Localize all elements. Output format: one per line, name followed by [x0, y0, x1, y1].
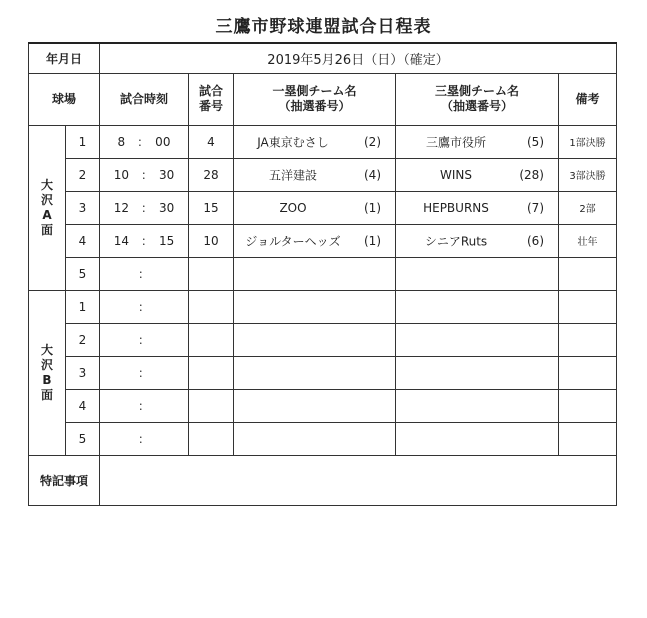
remarks-cell — [559, 323, 617, 356]
team1-cell — [234, 290, 396, 323]
row-no: 3 — [66, 191, 100, 224]
header-team1-line2: （抽選番号） — [278, 99, 351, 113]
match-number — [189, 389, 234, 422]
team1-lottery-number: (4) — [364, 167, 381, 182]
memo-field — [100, 455, 617, 505]
team1-name: 五洋建設 — [268, 168, 317, 182]
match-time: 10 ： 30 — [100, 158, 189, 191]
schedule-table — [28, 42, 617, 506]
page-title: 三鷹市野球連盟試合日程表 — [215, 17, 432, 37]
team1-cell — [234, 191, 396, 224]
venue-a-char: 大 — [40, 177, 53, 192]
remarks-cell: 3部決勝 — [559, 158, 617, 191]
header-team1-line1: 一塁側チーム名 — [272, 84, 357, 98]
team2-lottery-number: (7) — [527, 200, 544, 215]
match-number: 28 — [189, 158, 234, 191]
match-time: ： — [100, 389, 189, 422]
date-row — [29, 43, 617, 73]
date-value: 2019年5月26日（日）（確定） — [100, 43, 617, 73]
header-team2-line2: （抽選番号） — [440, 99, 513, 113]
header-team2-line1: 三塁側チーム名 — [434, 84, 519, 98]
team2-cell — [396, 191, 559, 224]
row-no: 5 — [66, 257, 100, 290]
row-no: 1 — [66, 125, 100, 158]
table-row — [29, 422, 617, 455]
header-row — [29, 73, 617, 125]
venue-b-char: 沢 — [40, 357, 53, 372]
row-no: 5 — [66, 422, 100, 455]
match-time: 14 ： 15 — [100, 224, 189, 257]
row-no: 4 — [66, 224, 100, 257]
match-number — [189, 257, 234, 290]
team1-name: ジョルターヘッズ — [245, 234, 341, 248]
team2-cell — [396, 158, 559, 191]
header-time: 試合時刻 — [100, 73, 189, 125]
team2-name: HEPBURNS — [423, 200, 489, 215]
row-no: 2 — [66, 158, 100, 191]
team1-cell — [234, 257, 396, 290]
team1-cell — [234, 224, 396, 257]
match-number: 10 — [189, 224, 234, 257]
date-label: 年月日 — [29, 43, 100, 73]
match-time: ： — [100, 422, 189, 455]
remarks-cell — [559, 257, 617, 290]
team2-cell — [396, 422, 559, 455]
team2-cell — [396, 125, 559, 158]
team2-cell — [396, 257, 559, 290]
team1-cell — [234, 389, 396, 422]
team2-cell — [396, 389, 559, 422]
header-team2 — [396, 73, 559, 125]
remarks-cell — [559, 389, 617, 422]
memo-row — [29, 455, 617, 505]
team2-name: シニアRuts — [424, 234, 488, 248]
venue-a-label — [29, 125, 66, 290]
table-row — [29, 158, 617, 191]
venue-b-char: 大 — [40, 342, 53, 357]
table-row — [29, 389, 617, 422]
match-number — [189, 290, 234, 323]
venue-a-char: 面 — [40, 222, 53, 237]
header-match-no-line2: 番号 — [198, 99, 223, 113]
team1-cell — [234, 158, 396, 191]
table-row — [29, 224, 617, 257]
match-time: 12 ： 30 — [100, 191, 189, 224]
match-number: 4 — [189, 125, 234, 158]
team2-cell — [396, 323, 559, 356]
team2-name: 三鷹市役所 — [425, 135, 486, 149]
team1-lottery-number: (1) — [364, 200, 381, 215]
team1-lottery-number: (1) — [364, 233, 381, 248]
venue-b-char: B — [42, 372, 52, 387]
team1-lottery-number: (2) — [364, 134, 381, 149]
match-number: 15 — [189, 191, 234, 224]
venue-b-char: 面 — [40, 387, 53, 402]
team2-lottery-number: (28) — [519, 167, 544, 182]
header-remarks: 備考 — [559, 73, 617, 125]
remarks-cell — [559, 422, 617, 455]
team2-cell — [396, 356, 559, 389]
row-no: 2 — [66, 323, 100, 356]
team1-cell — [234, 422, 396, 455]
table-row — [29, 125, 617, 158]
table-row — [29, 356, 617, 389]
team2-lottery-number: (6) — [527, 233, 544, 248]
venue-a-char: 沢 — [40, 192, 53, 207]
match-time: 8 ： 00 — [100, 125, 189, 158]
match-time: ： — [100, 290, 189, 323]
table-row — [29, 257, 617, 290]
team1-cell — [234, 125, 396, 158]
remarks-cell: 壮年 — [559, 224, 617, 257]
header-match-no — [189, 73, 234, 125]
table-row — [29, 290, 617, 323]
team2-cell — [396, 290, 559, 323]
venue-a-char: A — [42, 207, 52, 222]
team1-name: JA東京むさし — [257, 135, 329, 149]
team1-cell — [234, 323, 396, 356]
match-time: ： — [100, 323, 189, 356]
header-team1 — [234, 73, 396, 125]
remarks-cell: 2部 — [559, 191, 617, 224]
match-number — [189, 422, 234, 455]
table-row — [29, 323, 617, 356]
match-time: ： — [100, 257, 189, 290]
team1-cell — [234, 356, 396, 389]
remarks-cell — [559, 290, 617, 323]
row-no: 4 — [66, 389, 100, 422]
team2-cell — [396, 224, 559, 257]
venue-b-label — [29, 290, 66, 455]
match-time: ： — [100, 356, 189, 389]
table-row — [29, 191, 617, 224]
memo-label: 特記事項 — [29, 455, 100, 505]
remarks-cell — [559, 356, 617, 389]
team2-lottery-number: (5) — [527, 134, 544, 149]
header-match-no-line1: 試合 — [198, 84, 223, 98]
match-number — [189, 323, 234, 356]
row-no: 1 — [66, 290, 100, 323]
header-field: 球場 — [29, 73, 100, 125]
row-no: 3 — [66, 356, 100, 389]
remarks-cell: 1部決勝 — [559, 125, 617, 158]
match-number — [189, 356, 234, 389]
team2-name: WINS — [440, 167, 472, 182]
team1-name: ZOO — [279, 200, 307, 215]
